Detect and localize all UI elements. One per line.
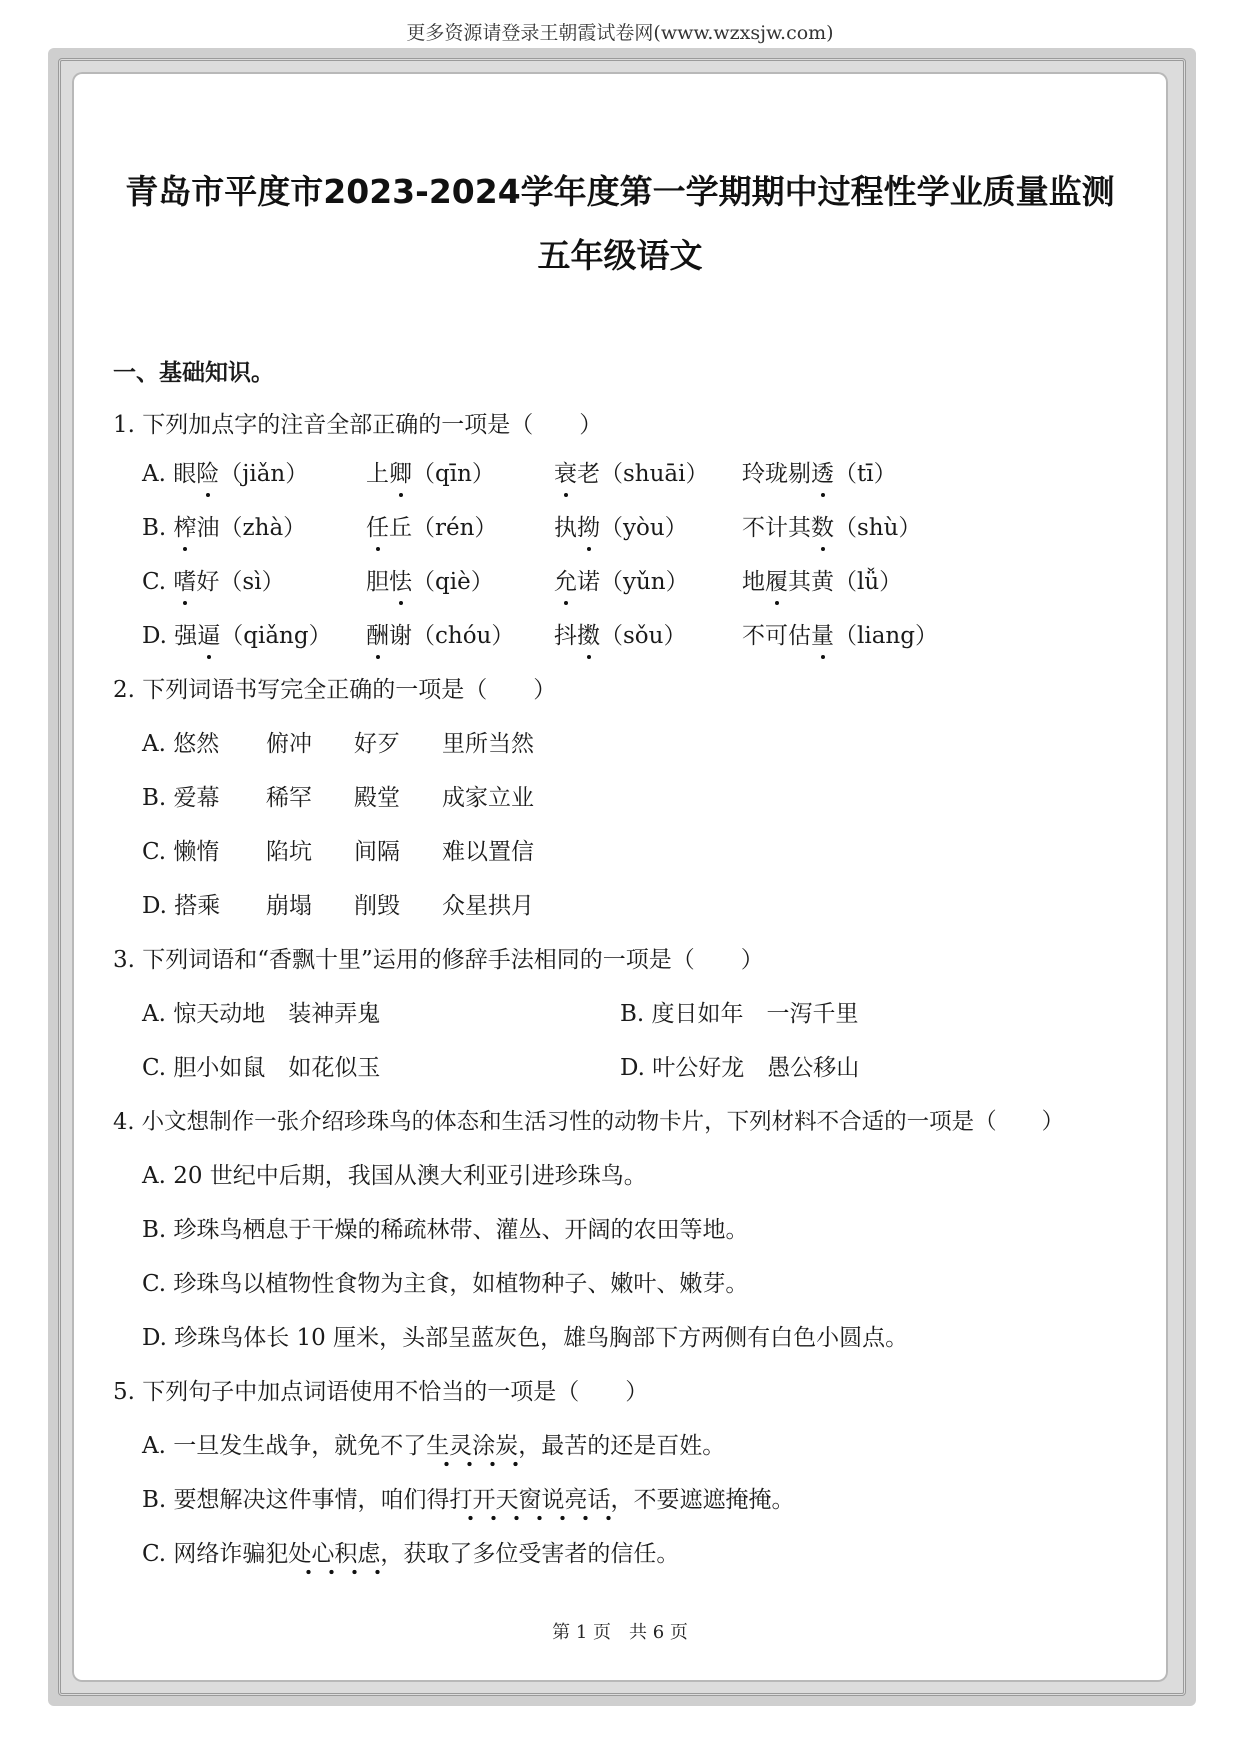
exam-subtitle: 五年级语文 <box>537 236 703 275</box>
q5-c-dotted-phrase: 处心积虑 <box>288 1541 380 1575</box>
exam-title: 青岛市平度市2023-2024学年度第一学期期中过程性学业质量监测 <box>125 172 1115 211</box>
section-heading: 一、基础知识。 <box>113 360 274 386</box>
q4-option-d: D. 珍珠鸟体长 10 厘米，头部呈蓝灰色，雄鸟胸部下方两侧有白色小圆点。 <box>142 1325 909 1351</box>
header-note: 更多资源请登录王朝霞试卷网(www.wzxsjw.com) <box>406 22 834 44</box>
q3-option-d: D. 叶公好龙 愚公移山 <box>620 1055 860 1081</box>
question-5-stem: 5. 下列句子中加点词语使用不恰当的一项是（ ） <box>113 1379 649 1405</box>
q5-a-dotted-phrase: 生灵涂炭 <box>426 1433 518 1467</box>
question-3-stem: 3. 下列词语和“香飘十里”运用的修辞手法相同的一项是（ ） <box>113 947 764 973</box>
q4-option-c: C. 珍珠鸟以植物性食物为主食，如植物种子、嫩叶、嫩芽。 <box>142 1271 749 1297</box>
q5-option-b: B. 要想解决这件事情，咱们得打开天窗说亮话，不要遮遮掩掩。 <box>142 1485 795 1515</box>
q3-option-b: B. 度日如年 一泻千里 <box>620 1001 859 1027</box>
q5-option-a: A. 一旦发生战争，就免不了生灵涂炭，最苦的还是百姓。 <box>142 1431 725 1461</box>
question-4-stem: 4. 小文想制作一张介绍珍珠鸟的体态和生活习性的动物卡片，下列材料不合适的一项是（ ） <box>113 1109 1065 1135</box>
question-2-stem: 2. 下列词语书写完全正确的一项是（ ） <box>113 677 557 703</box>
q5-b-dotted-phrase: 打开天窗说亮话 <box>450 1487 611 1521</box>
q3-option-c: C. 胆小如鼠 如花似玉 <box>142 1055 381 1081</box>
q4-option-a: A. 20 世纪中后期，我国从澳大利亚引进珍珠鸟。 <box>142 1163 647 1189</box>
q3-option-a: A. 惊天动地 装神弄鬼 <box>142 1001 381 1027</box>
q4-option-b: B. 珍珠鸟栖息于干燥的稀疏林带、灌丛、开阔的农田等地。 <box>142 1217 749 1243</box>
q5-option-c: C. 网络诈骗犯处心积虑，获取了多位受害者的信任。 <box>142 1539 679 1569</box>
page-number: 第 1 页 共 6 页 <box>552 1622 688 1643</box>
question-1-stem: 1. 下列加点字的注音全部正确的一项是（ ） <box>113 412 603 438</box>
